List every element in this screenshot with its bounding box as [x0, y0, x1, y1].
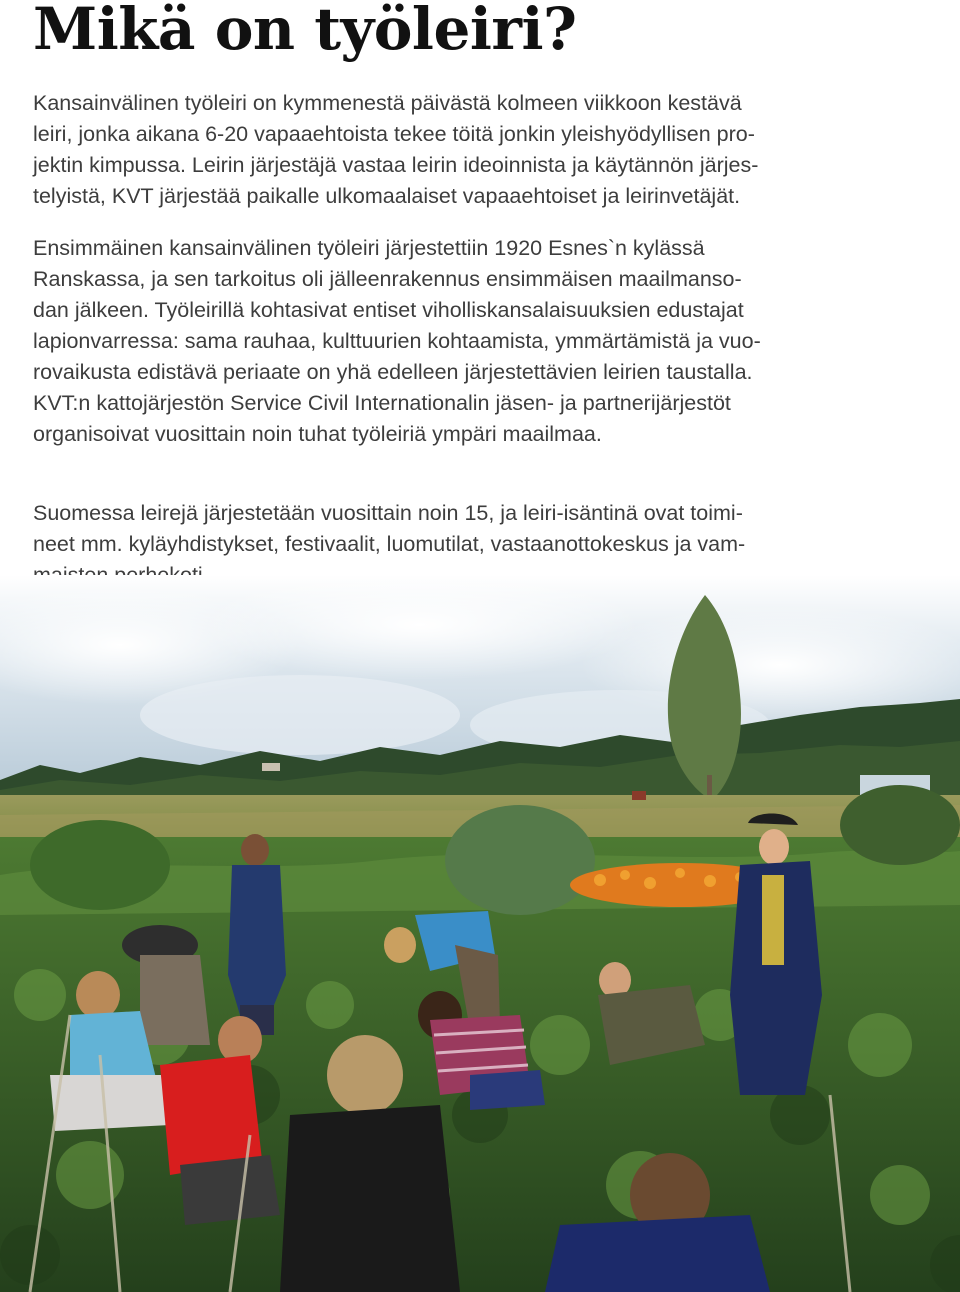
paragraph-line: Kansainvälinen työleiri on kymmenestä päivästä kolmeen viikkoon kestävä	[33, 91, 742, 115]
paragraph-line: neet mm. kyläyhdistykset, festivaalit, luomutilat, vastaanottokeskus ja vam-	[33, 532, 746, 556]
paragraph-line: lapionvarressa: sama rauhaa, kulttuurien kohtaamista, ymmärtämistä ja vuo-	[33, 329, 761, 353]
paragraph-line: jektin kimpussa. Leirin järjestäjä vastaa leirin ideoinnista ja käytännön järjes-	[33, 153, 759, 177]
paragraph-line: leiri, jonka aikana 6-20 vapaaehtoista tekee töitä jonkin yleishyödyllisen pro-	[33, 122, 755, 146]
paragraph-line: KVT:n kattojärjestön Service Civil Internationalin jäsen- ja partnerijärjestöt	[33, 391, 731, 415]
paragraph-line: Ranskassa, ja sen tarkoitus oli jälleenrakennus ensimmäisen maailmanso-	[33, 267, 742, 291]
paragraph-history	[33, 233, 903, 450]
paragraph-intro	[33, 88, 903, 212]
page-title: Mikä on työleiri?	[33, 0, 577, 63]
paragraph-line: organisoivat vuosittain noin tuhat työleiriä ympäri maailmaa.	[33, 422, 602, 446]
paragraph-line: Suomessa leirejä järjestetään vuosittain noin 15, ja leiri-isäntinä ovat toimi-	[33, 501, 743, 525]
volunteers-garden-photo	[0, 575, 960, 1292]
paragraph-line: dan jälkeen. Työleirillä kohtasivat entiset viholliskansalaisuuksien edustajat	[33, 298, 744, 322]
paragraph-line: rovaikusta edistävä periaate on yhä edelleen järjestettävien leirien taustalla.	[33, 360, 753, 384]
paragraph-line: Ensimmäinen kansainvälinen työleiri järjestettiin 1920 Esnes`n kylässä	[33, 236, 705, 260]
paragraph-line: telyistä, KVT järjestää paikalle ulkomaalaiset vapaaehtoiset ja leirinvetäjät.	[33, 184, 741, 208]
